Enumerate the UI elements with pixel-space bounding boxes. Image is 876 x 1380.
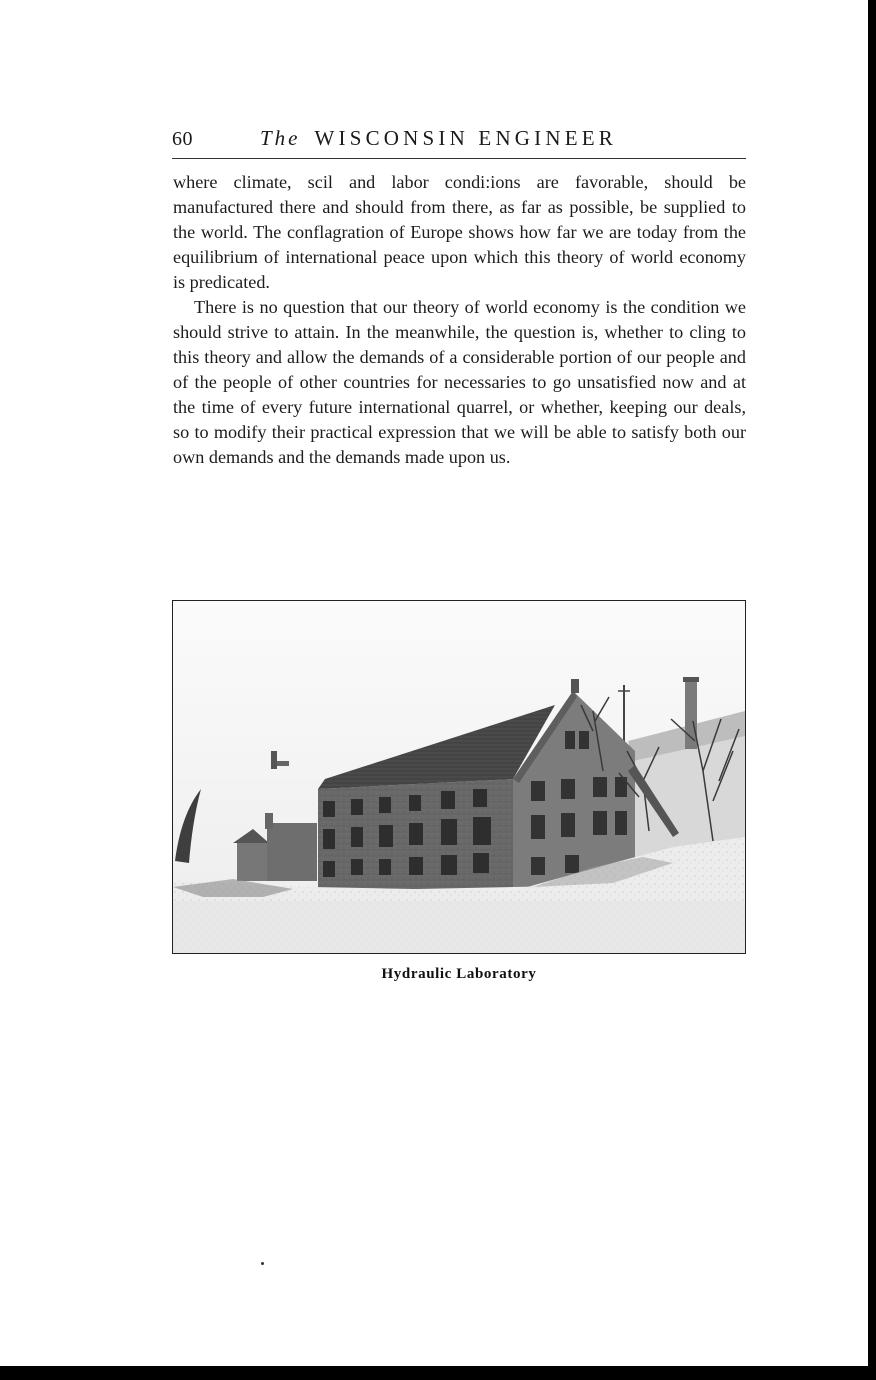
page-number: 60 <box>172 128 193 150</box>
journal-title <box>260 126 617 151</box>
header-rule <box>172 158 746 159</box>
journal-title-the: The <box>260 126 301 150</box>
journal-title-name: WISCONSIN ENGINEER <box>314 126 617 150</box>
body-text <box>173 170 746 470</box>
paragraph-1: where climate, scil and labor condi:ions are favorable, should be manufactured there and should from there, as far as possible, be supplied to the world. The conflagration of Europe shows how far we are today from the equilibrium of international peace upon which this theory of world economy is predicated. <box>173 172 746 292</box>
print-speck <box>261 1262 264 1265</box>
paragraph-2: There is no question that our theory of world economy is the condition we should strive to attain. In the meanwhile, the question is, whether to cling to this theory and allow the demands of a considerable portion of our people and of the people of other countries for necessaries to go unsatisfied now and at the time of every future international quarrel, or whether, keeping our deals, so to modify their practical expression that we will be able to satisfy both our own demands and the demands made upon us. <box>173 297 746 467</box>
hydraulic-laboratory-photo <box>172 600 746 954</box>
figure-caption: Hydraulic Laboratory <box>381 966 537 982</box>
running-header <box>172 126 746 156</box>
